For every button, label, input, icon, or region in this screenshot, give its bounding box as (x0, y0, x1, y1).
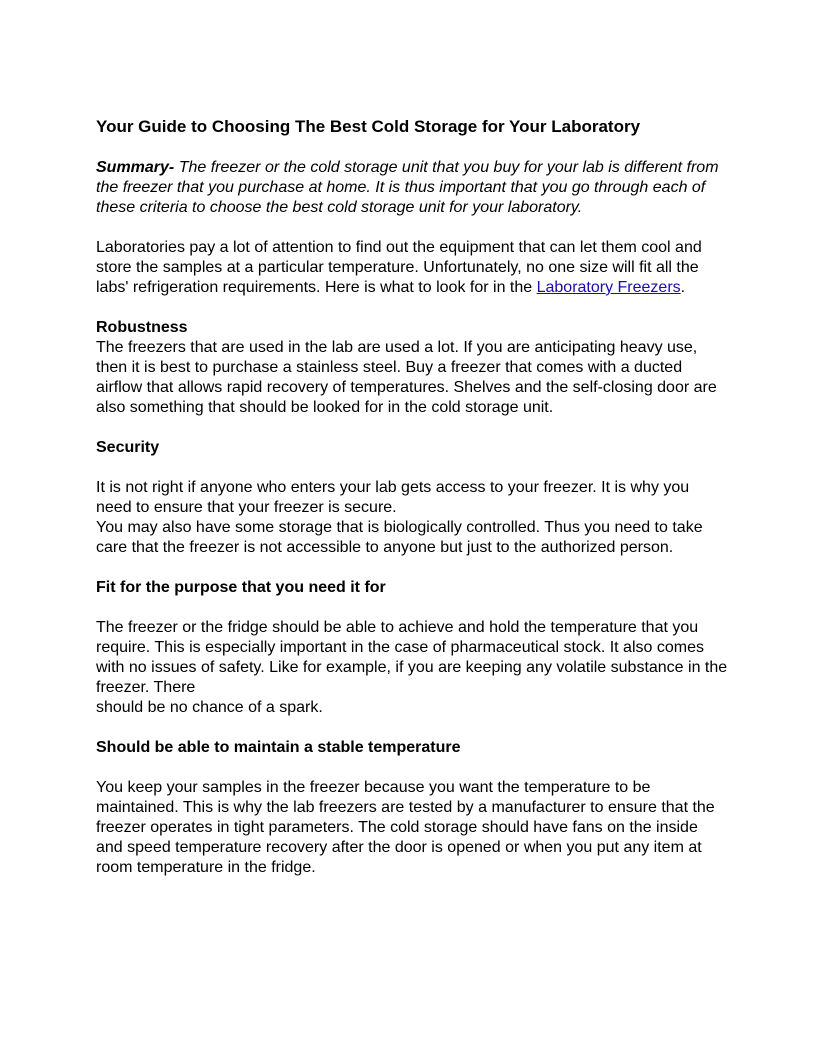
security-body-1: It is not right if anyone who enters your lab gets access to your freezer. It is why you need to ensure that your freezer is secure. (96, 479, 690, 516)
summary-paragraph (96, 158, 728, 218)
stable-body: You keep your samples in the freezer because you want the temperature to be maintained. This is why the lab freezers are tested by a manufacturer to ensure that the freezer operates in tight parameters. The cold storage should have fans on the inside and speed temperature recovery after the door is opened or when you put any item at room temperature in the fridge. (96, 779, 715, 876)
page-title: Your Guide to Choosing The Best Cold Storage for Your Laboratory (96, 117, 641, 136)
spacer (96, 758, 728, 778)
summary-label: Summary- (96, 159, 175, 176)
robustness-body: The freezers that are used in the lab are used a lot. If you are anticipating heavy use, then it is best to purchase a stainless steel. Buy a freezer that comes with a ducted airflow that allows rapid recovery of temperatures. Shelves and the self-closing door are also something that should be looked for in the cold storage unit. (96, 339, 717, 416)
spacer (96, 718, 728, 738)
fit-heading: Fit for the purpose that you need it for (96, 579, 386, 596)
spacer (96, 558, 728, 578)
spacer (96, 138, 728, 158)
intro-paragraph (96, 238, 728, 298)
security-heading: Security (96, 439, 160, 456)
fit-body-2: should be no chance of a spark. (96, 699, 323, 716)
summary-text: The freezer or the cold storage unit that you buy for your lab is different from the freezer that you purchase at home. It is thus important that you go through each of these criteria to choose the best cold storage unit for your laboratory. (96, 159, 719, 216)
intro-suffix: . (680, 279, 686, 296)
spacer (96, 298, 728, 318)
spacer (96, 218, 728, 238)
fit-body-1: The freezer or the fridge should be able to achieve and hold the temperature that you require. This is especially important in the case of pharmaceutical stock. It also comes with no issues of safety. Like for example, if you are keeping any volatile substance in the freezer. There (96, 619, 728, 696)
robustness-heading: Robustness (96, 319, 188, 336)
stable-heading: Should be able to maintain a stable temperature (96, 739, 461, 756)
spacer (96, 418, 728, 438)
intro-text: Laboratories pay a lot of attention to find out the equipment that can let them cool and store the samples at a particular temperature. Unfortunately, no one size will fit all the labs' refrigeration requirements. Here is what to look for in the (96, 239, 702, 296)
spacer (96, 458, 728, 478)
document-page (96, 116, 728, 878)
security-body-2: You may also have some storage that is biologically controlled. Thus you need to take care that the freezer is not accessible to anyone but just to the authorized person. (96, 519, 703, 556)
spacer (96, 598, 728, 618)
laboratory-freezers-link[interactable]: Laboratory Freezers (536, 279, 681, 296)
